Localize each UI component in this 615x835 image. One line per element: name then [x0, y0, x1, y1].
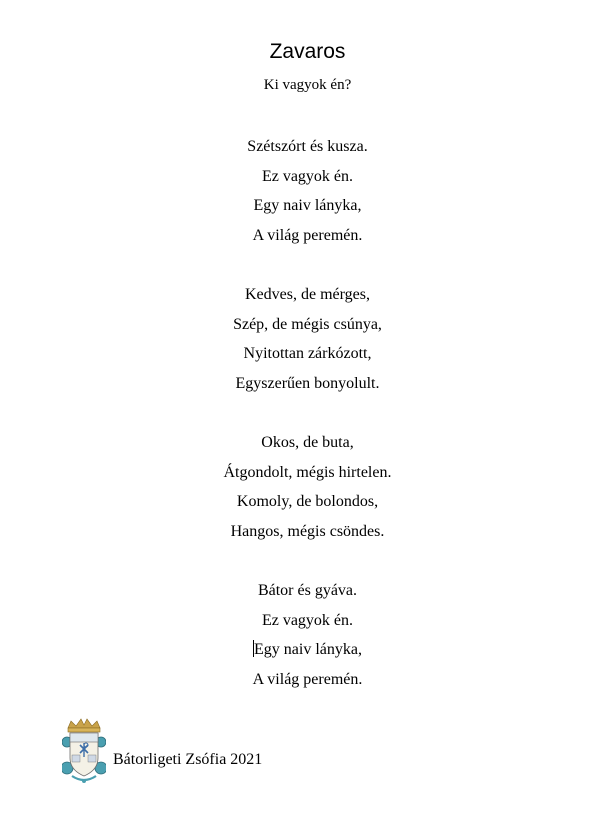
stanza-3	[0, 428, 615, 546]
poem-title: Zavaros	[269, 40, 346, 63]
poem-line-text[interactable]: Egy naiv lányka,	[254, 641, 362, 658]
poem-subtitle: Ki vagyok én?	[263, 77, 352, 93]
poem-line[interactable]: Ez vagyok én.	[261, 167, 354, 185]
poem-line-with-cursor[interactable]	[0, 635, 615, 665]
poem-line[interactable]: Nyitottan zárkózott,	[243, 345, 372, 362]
poem-line[interactable]: Komoly, de bolondos,	[236, 493, 379, 510]
school-crest-icon	[62, 718, 106, 786]
stanza-4	[0, 576, 615, 694]
poem-line[interactable]: Egyszerűen bonyolult.	[235, 374, 380, 392]
poem-line[interactable]: Okos, de buta,	[261, 434, 354, 451]
poem-line[interactable]: Átgondolt, mégis hirtelen.	[223, 463, 392, 481]
stanza-1	[0, 132, 615, 250]
poem-line[interactable]: Ez vagyok én.	[261, 611, 354, 629]
poem-line[interactable]: A világ peremén.	[252, 226, 363, 244]
poem-line[interactable]: Szétszórt és kusza.	[247, 138, 368, 155]
poem-line[interactable]: Szép, de mégis csúnya,	[233, 315, 382, 333]
poem-line[interactable]: Kedves, de mérges,	[245, 286, 370, 303]
poem-line[interactable]: Egy naiv lányka,	[253, 197, 362, 214]
author-signature: Bátorligeti Zsófia 2021	[113, 751, 263, 768]
stanza-2	[0, 280, 615, 398]
poem-line[interactable]: Bátor és gyáva.	[257, 582, 358, 599]
poem-body	[0, 132, 615, 724]
poem-line[interactable]: Hangos, mégis csöndes.	[230, 522, 385, 540]
poem-line[interactable]: A világ peremén.	[252, 670, 363, 688]
